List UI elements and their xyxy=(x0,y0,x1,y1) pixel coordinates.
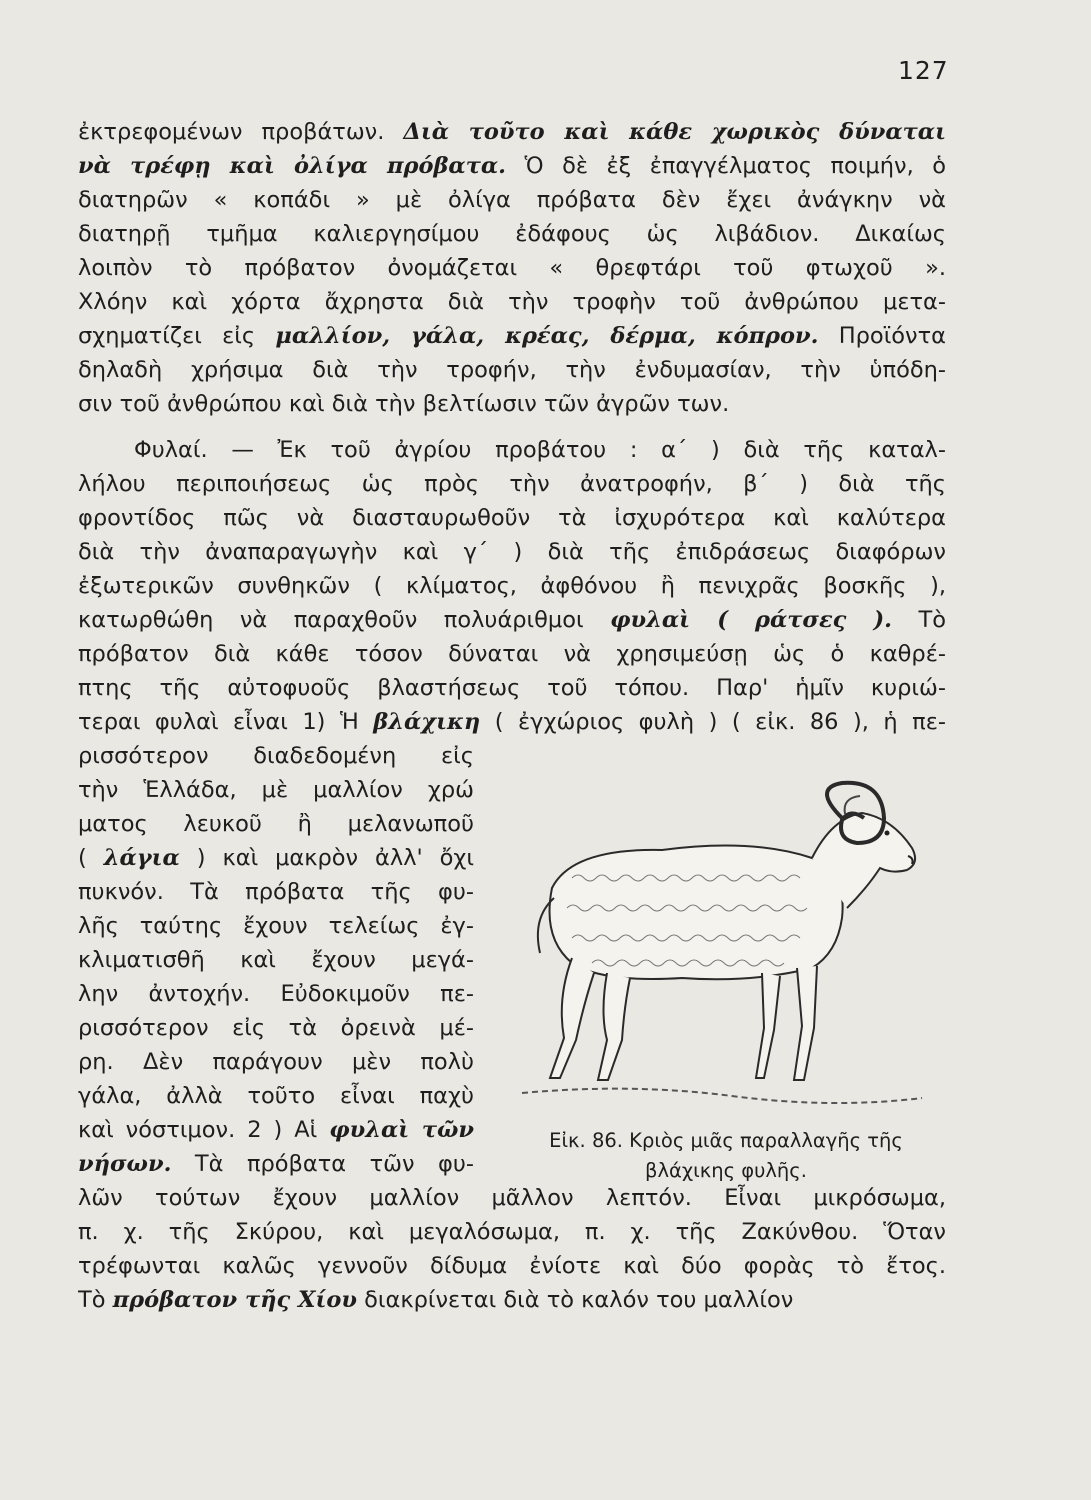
body-text: τρέφωνται καλῶς γεννοῦν δίδυμα ἐνίοτε καὶ δύο φορὰς τὸ ἔτος. xyxy=(78,1253,946,1279)
text-line xyxy=(78,706,946,738)
text-line xyxy=(78,638,946,670)
body-text: ) καὶ μακρὸν ἀλλ' ὄχι xyxy=(179,845,474,871)
text-line xyxy=(78,1046,474,1078)
figure-caption-line2: βλάχικης φυλῆς. xyxy=(645,1159,807,1182)
body-text: κατωρθώθη νὰ παραχθοῦν πολυάριθμοι xyxy=(78,607,611,633)
text-line xyxy=(78,354,946,386)
text-line xyxy=(78,1080,474,1112)
text-line xyxy=(78,672,946,704)
emphasis-text: νὰ τρέφῃ καὶ ὀλίγα πρόβατα. xyxy=(78,153,507,179)
text-line xyxy=(78,604,946,636)
text-line xyxy=(78,876,474,908)
figure-caption-line1: Εἰκ. 86. Κριὸς μιᾶς παραλλαγῆς τῆς xyxy=(549,1129,903,1152)
text-line xyxy=(78,468,946,500)
body-text: Φυλαί. — Ἐκ τοῦ ἀγρίου προβάτου : α΄ ) διὰ τῆς καταλ- xyxy=(134,437,946,463)
text-line xyxy=(78,252,946,284)
body-text: λήλου περιποιήσεως ὡς πρὸς τὴν ἀνατροφήν, β΄ ) διὰ τῆς xyxy=(78,471,946,497)
text-line xyxy=(78,1284,946,1316)
body-text: π. χ. τῆς Σκύρου, καὶ μεγαλόσωμα, π. χ. τῆς Ζακύνθου. Ὅταν xyxy=(78,1219,946,1245)
body-text: γάλα, ἀλλὰ τοῦτο εἶναι παχὺ xyxy=(78,1083,474,1109)
body-text: διατηρῶν « κοπάδι » μὲ ὀλίγα πρόβατα δὲν ἔχει ἀνάγκην νὰ xyxy=(78,187,946,213)
emphasis-text: Διὰ τοῦτο καὶ κάθε χωρικὸς δύναται xyxy=(403,119,946,145)
text-line xyxy=(78,1114,474,1146)
text-line xyxy=(78,842,474,874)
body-text: δηλαδὴ χρήσιμα διὰ τὴν τροφήν, τὴν ἐνδυμασίαν, τὴν ὑπόδη- xyxy=(78,357,946,383)
body-text: σιν τοῦ ἀνθρώπου καὶ διὰ τὴν βελτίωσιν τῶν ἀγρῶν των. xyxy=(78,391,730,417)
body-text: διακρίνεται διὰ τὸ καλόν του μαλλίον xyxy=(356,1287,794,1313)
body-text: κλιματισθῆ καὶ ἔχουν μεγά- xyxy=(78,947,474,973)
body-text: λῆς ταύτης ἔχουν τελείως ἐγ- xyxy=(78,913,474,939)
body-text: Προϊόντα xyxy=(818,323,946,349)
body-text: πρόβατον διὰ κάθε τόσον δύναται νὰ χρησιμεύσῃ ὡς ὁ καθρέ- xyxy=(78,641,946,667)
body-text: φροντίδος πῶς νὰ διασταυρωθοῦν τὰ ἰσχυρότερα καὶ καλύτερα xyxy=(78,505,946,531)
text-line xyxy=(78,910,474,942)
text-line xyxy=(78,320,946,352)
body-text: διὰ τὴν ἀναπαραγωγὴν καὶ γ΄ ) διὰ τῆς ἐπιδράσεως διαφόρων xyxy=(78,539,946,565)
body-text: ρισσότερον εἰς τὰ ὀρεινὰ μέ- xyxy=(78,1015,474,1041)
body-text: Τὸ xyxy=(892,607,946,633)
text-line xyxy=(78,1216,946,1248)
text-line xyxy=(78,116,946,148)
body-text: πυκνόν. Τὰ πρόβατα τῆς φυ- xyxy=(78,879,474,905)
body-text: ρισσότερον διαδεδομένη εἰς xyxy=(78,743,474,769)
text-line xyxy=(78,808,474,840)
emphasis-text: φυλαὶ ( ράτσες ). xyxy=(610,607,893,633)
body-text: λῶν τούτων ἔχουν μαλλίον μᾶλλον λεπτόν. Εἶναι μικρόσωμα, xyxy=(78,1185,946,1211)
page-number: 127 xyxy=(898,56,949,85)
emphasis-text: πρόβατον τῆς Χίου xyxy=(112,1287,357,1313)
ram-illustration-icon xyxy=(512,778,932,1118)
text-line xyxy=(78,502,946,534)
text-line xyxy=(78,218,946,250)
text-line xyxy=(78,150,946,182)
text-line xyxy=(78,184,946,216)
body-text: Ὁ δὲ ἐξ ἐπαγγέλματος ποιμήν, ὁ xyxy=(506,153,946,179)
text-line xyxy=(78,740,474,772)
text-line xyxy=(78,286,946,318)
text-line xyxy=(78,944,474,976)
body-text: λην ἀντοχήν. Εὐδοκιμοῦν πε- xyxy=(78,981,474,1007)
text-line xyxy=(78,1148,474,1180)
body-text: ἐξωτερικῶν συνθηκῶν ( κλίματος, ἀφθόνου ἢ πενιχρᾶς βοσκῆς ), xyxy=(78,573,946,599)
body-text: ἐκτρεφομένων προβάτων. xyxy=(78,119,404,145)
ram-figure xyxy=(512,778,932,1118)
body-text: τὴν Ἑλλάδα, μὲ μαλλίον χρώ xyxy=(78,777,474,803)
body-text: Τὰ πρόβατα τῶν φυ- xyxy=(171,1151,474,1177)
body-text: πτης τῆς αὐτοφυοῦς βλαστήσεως τοῦ τόπου. Παρ' ἡμῖν κυριώ- xyxy=(78,675,946,701)
body-text: Τὸ xyxy=(78,1287,113,1313)
text-line xyxy=(134,434,946,466)
emphasis-text: λάγια xyxy=(103,845,180,871)
text-line xyxy=(78,1012,474,1044)
body-text: ( ἐγχώριος φυλὴ ) ( εἰκ. 86 ), ἡ πε- xyxy=(480,709,946,735)
body-text: Χλόην καὶ χόρτα ἄχρηστα διὰ τὴν τροφὴν τοῦ ἀνθρώπου μετα- xyxy=(78,289,946,315)
emphasis-text: βλάχικη xyxy=(373,709,481,735)
text-line xyxy=(78,570,946,602)
text-line xyxy=(78,1250,946,1282)
text-line xyxy=(78,774,474,806)
emphasis-text: μαλλίον, γάλα, κρέας, δέρμα, κόπρον. xyxy=(275,323,819,349)
body-text: καὶ νόστιμον. 2 ) Αἱ xyxy=(78,1117,330,1143)
body-text: διατηρῇ τμῆμα καλιεργησίμου ἐδάφους ὡς λιβάδιον. Δικαίως xyxy=(78,221,946,247)
body-text: λοιπὸν τὸ πρόβατον ὀνομάζεται « θρεφτάρι τοῦ φτωχοῦ ». xyxy=(78,255,946,281)
body-text: σχηματίζει εἰς xyxy=(78,323,276,349)
body-text: τεραι φυλαὶ εἶναι 1) Ἡ xyxy=(78,709,374,735)
emphasis-text: φυλαὶ τῶν xyxy=(329,1117,474,1143)
text-line xyxy=(78,388,946,420)
text-line xyxy=(78,536,946,568)
emphasis-text: νήσων. xyxy=(78,1151,172,1177)
body-text: ( xyxy=(78,845,104,871)
body-text: ρη. Δὲν παράγουν μὲν πολὺ xyxy=(78,1049,474,1075)
body-text: ματος λευκοῦ ἢ μελανωποῦ xyxy=(78,811,474,837)
text-line xyxy=(78,1182,946,1214)
text-line xyxy=(78,978,474,1010)
